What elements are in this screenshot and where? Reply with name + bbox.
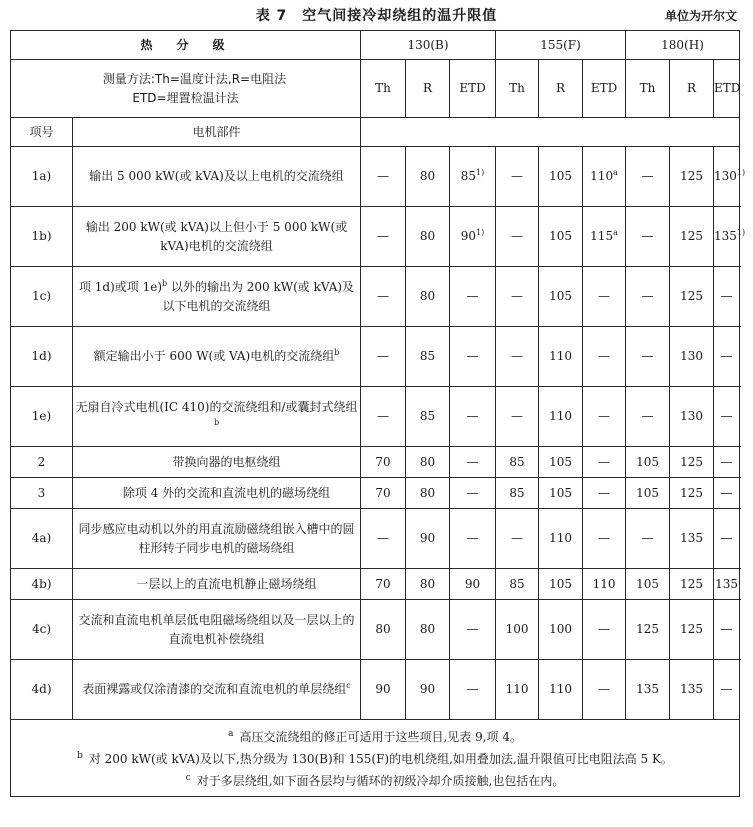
value-text: 85 (509, 576, 525, 591)
value-text: 80 (419, 485, 436, 500)
value-text: 100 (505, 622, 529, 636)
value-155f-etd (583, 147, 626, 207)
value-text: — (511, 289, 524, 303)
value-180h-th (626, 569, 670, 600)
machine-part-description (73, 147, 361, 207)
method-col-th-155f: Th (496, 60, 539, 118)
value-text: — (720, 454, 733, 469)
value-130b-etd (450, 509, 496, 569)
value-text: — (720, 531, 733, 545)
value-155f-r (539, 600, 583, 660)
table-row (11, 147, 740, 207)
value-text: 125 (680, 622, 703, 636)
value-text: 85 (509, 485, 525, 500)
value-130b-th (361, 267, 406, 327)
value-text: 110 (549, 349, 572, 363)
value-130b-r (406, 447, 450, 478)
measurement-method-cell (11, 60, 361, 118)
machine-part-description (73, 509, 361, 569)
machine-part-description (73, 327, 361, 387)
value-text: 80 (419, 622, 436, 636)
item-number-header: 项号 (11, 118, 73, 147)
item-number: 4c) (11, 600, 73, 660)
value-155f-th (496, 600, 539, 660)
value-180h-th (626, 147, 670, 207)
header-spacer (361, 118, 740, 147)
value-text: — (511, 169, 524, 183)
value-180h-etd (714, 478, 740, 509)
value-155f-th (496, 327, 539, 387)
value-155f-r (539, 267, 583, 327)
value-180h-r (670, 387, 714, 447)
value-text: 125 (680, 576, 703, 591)
footnote-c (11, 769, 739, 791)
value-text: — (598, 622, 611, 636)
item-number: 1a) (11, 147, 73, 207)
footnote-key: b (77, 751, 83, 761)
item-number: 1b) (11, 207, 73, 267)
value-text: 80 (419, 576, 436, 591)
value-text: — (720, 349, 733, 363)
value-text: 110 (592, 576, 616, 591)
value-text: 85 (460, 169, 477, 183)
value-155f-th (496, 478, 539, 509)
table-row (11, 447, 740, 478)
part-text: 无扇自冷式电机(IC 410)的交流绕组和/或囊封式绕组 (75, 399, 358, 414)
value-text: 130 (680, 409, 703, 423)
value-180h-r (670, 147, 714, 207)
value-130b-r (406, 147, 450, 207)
value-130b-th (361, 600, 406, 660)
value-155f-etd (583, 447, 626, 478)
value-130b-th (361, 387, 406, 447)
table-row (11, 478, 740, 509)
machine-part-description (73, 660, 361, 720)
value-text: 110 (590, 169, 614, 183)
value-text: — (720, 409, 733, 423)
method-col-th-180h: Th (626, 60, 670, 118)
value-text: — (641, 229, 654, 243)
part-text: 项 1d)或项 1e) (78, 279, 162, 294)
value-130b-etd (450, 600, 496, 660)
value-text: — (598, 349, 611, 363)
value-130b-r (406, 267, 450, 327)
value-155f-r (539, 478, 583, 509)
value-180h-th (626, 600, 670, 660)
value-180h-etd (714, 327, 740, 387)
value-180h-th (626, 660, 670, 720)
value-155f-th (496, 447, 539, 478)
method-col-th-130b: Th (361, 60, 406, 118)
value-text: 70 (375, 576, 391, 591)
footnote-text: 对 200 kW(或 kVA)及以下,热分级为 130(B)和 155(F)的电机绕组,如用叠加法,温升限值可比电阻法高 5 K。 (88, 752, 673, 766)
value-text: — (466, 409, 479, 423)
table-row (11, 509, 740, 569)
value-text: — (377, 349, 390, 363)
method-definition-line2: ETD=埋置检温计法 (132, 90, 239, 105)
value-180h-etd (714, 600, 740, 660)
footnote-marker: 1) (476, 168, 485, 177)
value-130b-etd (450, 447, 496, 478)
method-col-etd-155f: ETD (583, 60, 626, 118)
method-col-etd-130b: ETD (450, 60, 496, 118)
value-130b-th (361, 509, 406, 569)
table-caption (0, 0, 753, 30)
value-text: — (720, 622, 733, 636)
footnote-text: 高压交流绕组的修正可适用于这些项目,见表 9,项 4。 (239, 730, 522, 744)
value-text: 90 (464, 576, 481, 591)
value-180h-etd (714, 660, 740, 720)
value-130b-th (361, 207, 406, 267)
value-text: 100 (549, 622, 572, 636)
class-header-155f: 155(F) (496, 31, 626, 60)
machine-part-description (73, 478, 361, 509)
table-row (11, 660, 740, 720)
value-text: 105 (549, 229, 572, 243)
value-text: 85 (509, 454, 525, 469)
value-text: — (641, 349, 654, 363)
value-130b-etd (450, 387, 496, 447)
value-text: 105 (636, 485, 659, 500)
method-col-etd-180h: ETD (714, 60, 740, 118)
value-text: — (466, 485, 479, 500)
value-text: 90 (419, 682, 436, 696)
value-180h-r (670, 207, 714, 267)
value-155f-r (539, 387, 583, 447)
value-155f-th (496, 569, 539, 600)
value-text: 80 (419, 454, 436, 469)
value-155f-etd (583, 327, 626, 387)
value-155f-th (496, 387, 539, 447)
temperature-rise-table (10, 30, 746, 797)
value-text: — (720, 485, 733, 500)
table-title: 表 7 空气间接冷却绕组的温升限值 (255, 8, 498, 24)
value-155f-r (539, 569, 583, 600)
value-text: 105 (549, 454, 572, 469)
value-180h-etd (714, 447, 740, 478)
value-180h-etd (714, 509, 740, 569)
value-155f-etd (583, 387, 626, 447)
value-130b-etd (450, 569, 496, 600)
footnote-key: a (228, 729, 234, 739)
value-130b-etd (450, 207, 496, 267)
value-text: 105 (549, 289, 572, 303)
value-text: — (598, 531, 611, 545)
footnote-text: 对于多层绕组,如下面各层均与循环的初级冷却介质接触,也包括在内。 (196, 774, 565, 788)
footnote-marker: a (613, 168, 618, 177)
value-130b-etd (450, 327, 496, 387)
value-130b-th (361, 327, 406, 387)
table-row (11, 600, 740, 660)
value-text: 105 (549, 485, 572, 500)
part-text: 输出 200 kW(或 kVA)以上但小于 5 000 kW(或 kVA)电机的交流绕组 (85, 219, 348, 253)
part-text-tail: 以外的输出为 200 kW(或 kVA)及以下电机的交流绕组 (162, 279, 355, 313)
table-row (11, 387, 740, 447)
item-number: 4b) (11, 569, 73, 600)
method-col-r-180h: R (670, 60, 714, 118)
value-180h-r (670, 267, 714, 327)
value-text: — (598, 485, 611, 500)
value-155f-r (539, 660, 583, 720)
value-text: — (720, 289, 733, 303)
value-text: — (511, 531, 524, 545)
item-number: 1e) (11, 387, 73, 447)
value-text: 90 (419, 531, 436, 545)
value-text: 125 (680, 229, 703, 243)
value-text: — (598, 289, 611, 303)
value-180h-th (626, 327, 670, 387)
value-130b-th (361, 447, 406, 478)
value-text: — (466, 531, 479, 545)
value-180h-r (670, 660, 714, 720)
value-text: 70 (375, 485, 391, 500)
value-text: 80 (419, 289, 436, 303)
value-130b-etd (450, 267, 496, 327)
footnote-marker: a (613, 228, 618, 237)
machine-part-description (73, 207, 361, 267)
footnotes-row (11, 720, 740, 797)
value-180h-r (670, 509, 714, 569)
value-text: 80 (419, 229, 436, 243)
header-row-thermal-class (11, 31, 740, 60)
value-text: — (377, 169, 390, 183)
item-number: 1d) (11, 327, 73, 387)
value-text: — (466, 622, 479, 636)
value-130b-etd (450, 660, 496, 720)
value-text: — (641, 289, 654, 303)
value-text: — (641, 531, 654, 545)
value-180h-r (670, 478, 714, 509)
value-text: 90 (375, 682, 391, 696)
value-130b-th (361, 660, 406, 720)
machine-part-header: 电机部件 (73, 118, 361, 147)
value-180h-th (626, 387, 670, 447)
value-text: 135 (715, 576, 738, 591)
footnote-marker: b (213, 417, 220, 427)
value-text: — (511, 409, 524, 423)
table-row (11, 569, 740, 600)
footnote-marker: 1) (736, 228, 746, 237)
value-155f-r (539, 447, 583, 478)
value-155f-th (496, 147, 539, 207)
item-number: 4d) (11, 660, 73, 720)
part-text: 表面裸露或仅涂清漆的交流和直流电机的单层绕组 (82, 682, 347, 696)
value-130b-r (406, 478, 450, 509)
machine-part-description (73, 387, 361, 447)
part-text: 额定输出小于 600 W(或 VA)电机的交流绕组 (93, 349, 335, 363)
value-130b-r (406, 327, 450, 387)
value-155f-th (496, 660, 539, 720)
header-row-method (11, 60, 740, 118)
value-text: — (598, 682, 611, 696)
class-header-180h: 180(H) (626, 31, 740, 60)
item-number: 1c) (11, 267, 73, 327)
value-text: 110 (549, 682, 572, 696)
value-text: 135 (680, 682, 703, 696)
value-text: 105 (549, 576, 572, 591)
value-text: 110 (549, 531, 572, 545)
item-number: 3 (11, 478, 73, 509)
value-text: 125 (636, 622, 659, 636)
value-text: 125 (680, 289, 703, 303)
value-text: 135 (714, 229, 737, 243)
value-text: 105 (549, 169, 572, 183)
value-text: 125 (680, 454, 703, 469)
value-130b-r (406, 387, 450, 447)
footnote-b (11, 747, 739, 769)
value-130b-etd (450, 478, 496, 509)
value-155f-r (539, 327, 583, 387)
value-155f-etd (583, 267, 626, 327)
part-text: 除项 4 外的交流和直流电机的磁场绕组 (122, 485, 331, 500)
value-180h-etd (714, 387, 740, 447)
value-155f-etd (583, 660, 626, 720)
item-number: 4a) (11, 509, 73, 569)
footnote-key: c (185, 773, 191, 783)
value-text: — (598, 409, 611, 423)
value-text: 70 (375, 454, 391, 469)
value-155f-th (496, 207, 539, 267)
value-text: — (641, 409, 654, 423)
value-text: — (720, 682, 733, 696)
value-180h-th (626, 207, 670, 267)
value-text: 130 (714, 169, 737, 183)
footnote-marker: b (162, 278, 168, 288)
value-130b-r (406, 509, 450, 569)
header-row-parts (11, 118, 740, 147)
value-text: 105 (636, 576, 659, 591)
value-180h-th (626, 267, 670, 327)
value-130b-r (406, 569, 450, 600)
value-text: — (377, 531, 390, 545)
value-155f-etd (583, 478, 626, 509)
value-text: — (641, 169, 654, 183)
value-155f-etd (583, 600, 626, 660)
value-text: — (511, 229, 524, 243)
value-130b-th (361, 147, 406, 207)
value-130b-th (361, 478, 406, 509)
table-row (11, 267, 740, 327)
value-text: — (598, 454, 611, 469)
value-text: 130 (680, 349, 703, 363)
value-130b-r (406, 207, 450, 267)
value-text: 125 (680, 169, 703, 183)
value-180h-r (670, 447, 714, 478)
value-text: 90 (460, 229, 477, 243)
part-text: 同步感应电动机以外的用直流励磁绕组嵌入槽中的圆柱形转子同步电机的磁场绕组 (78, 521, 355, 555)
machine-part-description (73, 267, 361, 327)
footnote-a (11, 725, 739, 747)
value-text: — (466, 349, 479, 363)
table-row (11, 207, 740, 267)
value-text: — (466, 454, 479, 469)
table-row (11, 327, 740, 387)
value-text: — (377, 289, 390, 303)
value-text: — (377, 409, 390, 423)
value-155f-th (496, 267, 539, 327)
machine-part-description (73, 447, 361, 478)
value-text: 135 (680, 531, 703, 545)
value-180h-r (670, 327, 714, 387)
part-text: 一层以上的直流电机静止磁场绕组 (136, 576, 317, 591)
class-header-130b: 130(B) (361, 31, 496, 60)
value-text: 80 (375, 622, 391, 636)
value-text: — (466, 682, 479, 696)
footnote-marker: c (346, 681, 351, 690)
value-180h-th (626, 478, 670, 509)
value-155f-etd (583, 207, 626, 267)
footnote-marker: 1) (736, 168, 746, 177)
value-180h-etd (714, 267, 740, 327)
value-text: — (466, 289, 479, 303)
footnote-marker: b (334, 348, 340, 357)
value-180h-th (626, 447, 670, 478)
machine-part-description (73, 569, 361, 600)
value-180h-etd (714, 147, 746, 207)
value-155f-etd (583, 509, 626, 569)
footnotes (11, 720, 740, 797)
method-col-r-130b: R (406, 60, 450, 118)
item-number: 2 (11, 447, 73, 478)
value-text: 110 (549, 409, 572, 423)
value-155f-r (539, 207, 583, 267)
value-130b-r (406, 660, 450, 720)
machine-part-description (73, 600, 361, 660)
value-text: 85 (419, 349, 436, 363)
part-text: 交流和直流电机单层低电阻磁场绕组以及一层以上的直流电机补偿绕组 (78, 612, 355, 646)
thermal-class-label: 热 分 级 (11, 31, 361, 60)
value-155f-th (496, 509, 539, 569)
value-130b-th (361, 569, 406, 600)
value-155f-r (539, 147, 583, 207)
value-text: — (377, 229, 390, 243)
part-text: 输出 5 000 kW(或 kVA)及以上电机的交流绕组 (89, 169, 344, 183)
value-130b-etd (450, 147, 496, 207)
value-180h-r (670, 600, 714, 660)
value-text: 105 (636, 454, 659, 469)
method-definition-line1: 测量方法:Th=温度计法,R=电阻法 (102, 71, 287, 86)
value-text: 110 (505, 682, 529, 696)
value-text: — (511, 349, 524, 363)
value-text: 115 (590, 229, 614, 243)
value-180h-th (626, 509, 670, 569)
unit-label: 单位为开尔文 (664, 9, 737, 23)
method-col-r-155f: R (539, 60, 583, 118)
value-text: 135 (636, 682, 659, 696)
value-180h-etd (714, 207, 746, 267)
value-130b-r (406, 600, 450, 660)
footnote-marker: 1) (476, 228, 485, 237)
part-text: 带换向器的电枢绕组 (172, 454, 281, 469)
value-text: 80 (419, 169, 436, 183)
value-text: 125 (680, 485, 703, 500)
value-180h-r (670, 569, 714, 600)
value-155f-etd (583, 569, 626, 600)
value-text: 85 (419, 409, 436, 423)
value-155f-r (539, 509, 583, 569)
value-180h-etd (714, 569, 740, 600)
